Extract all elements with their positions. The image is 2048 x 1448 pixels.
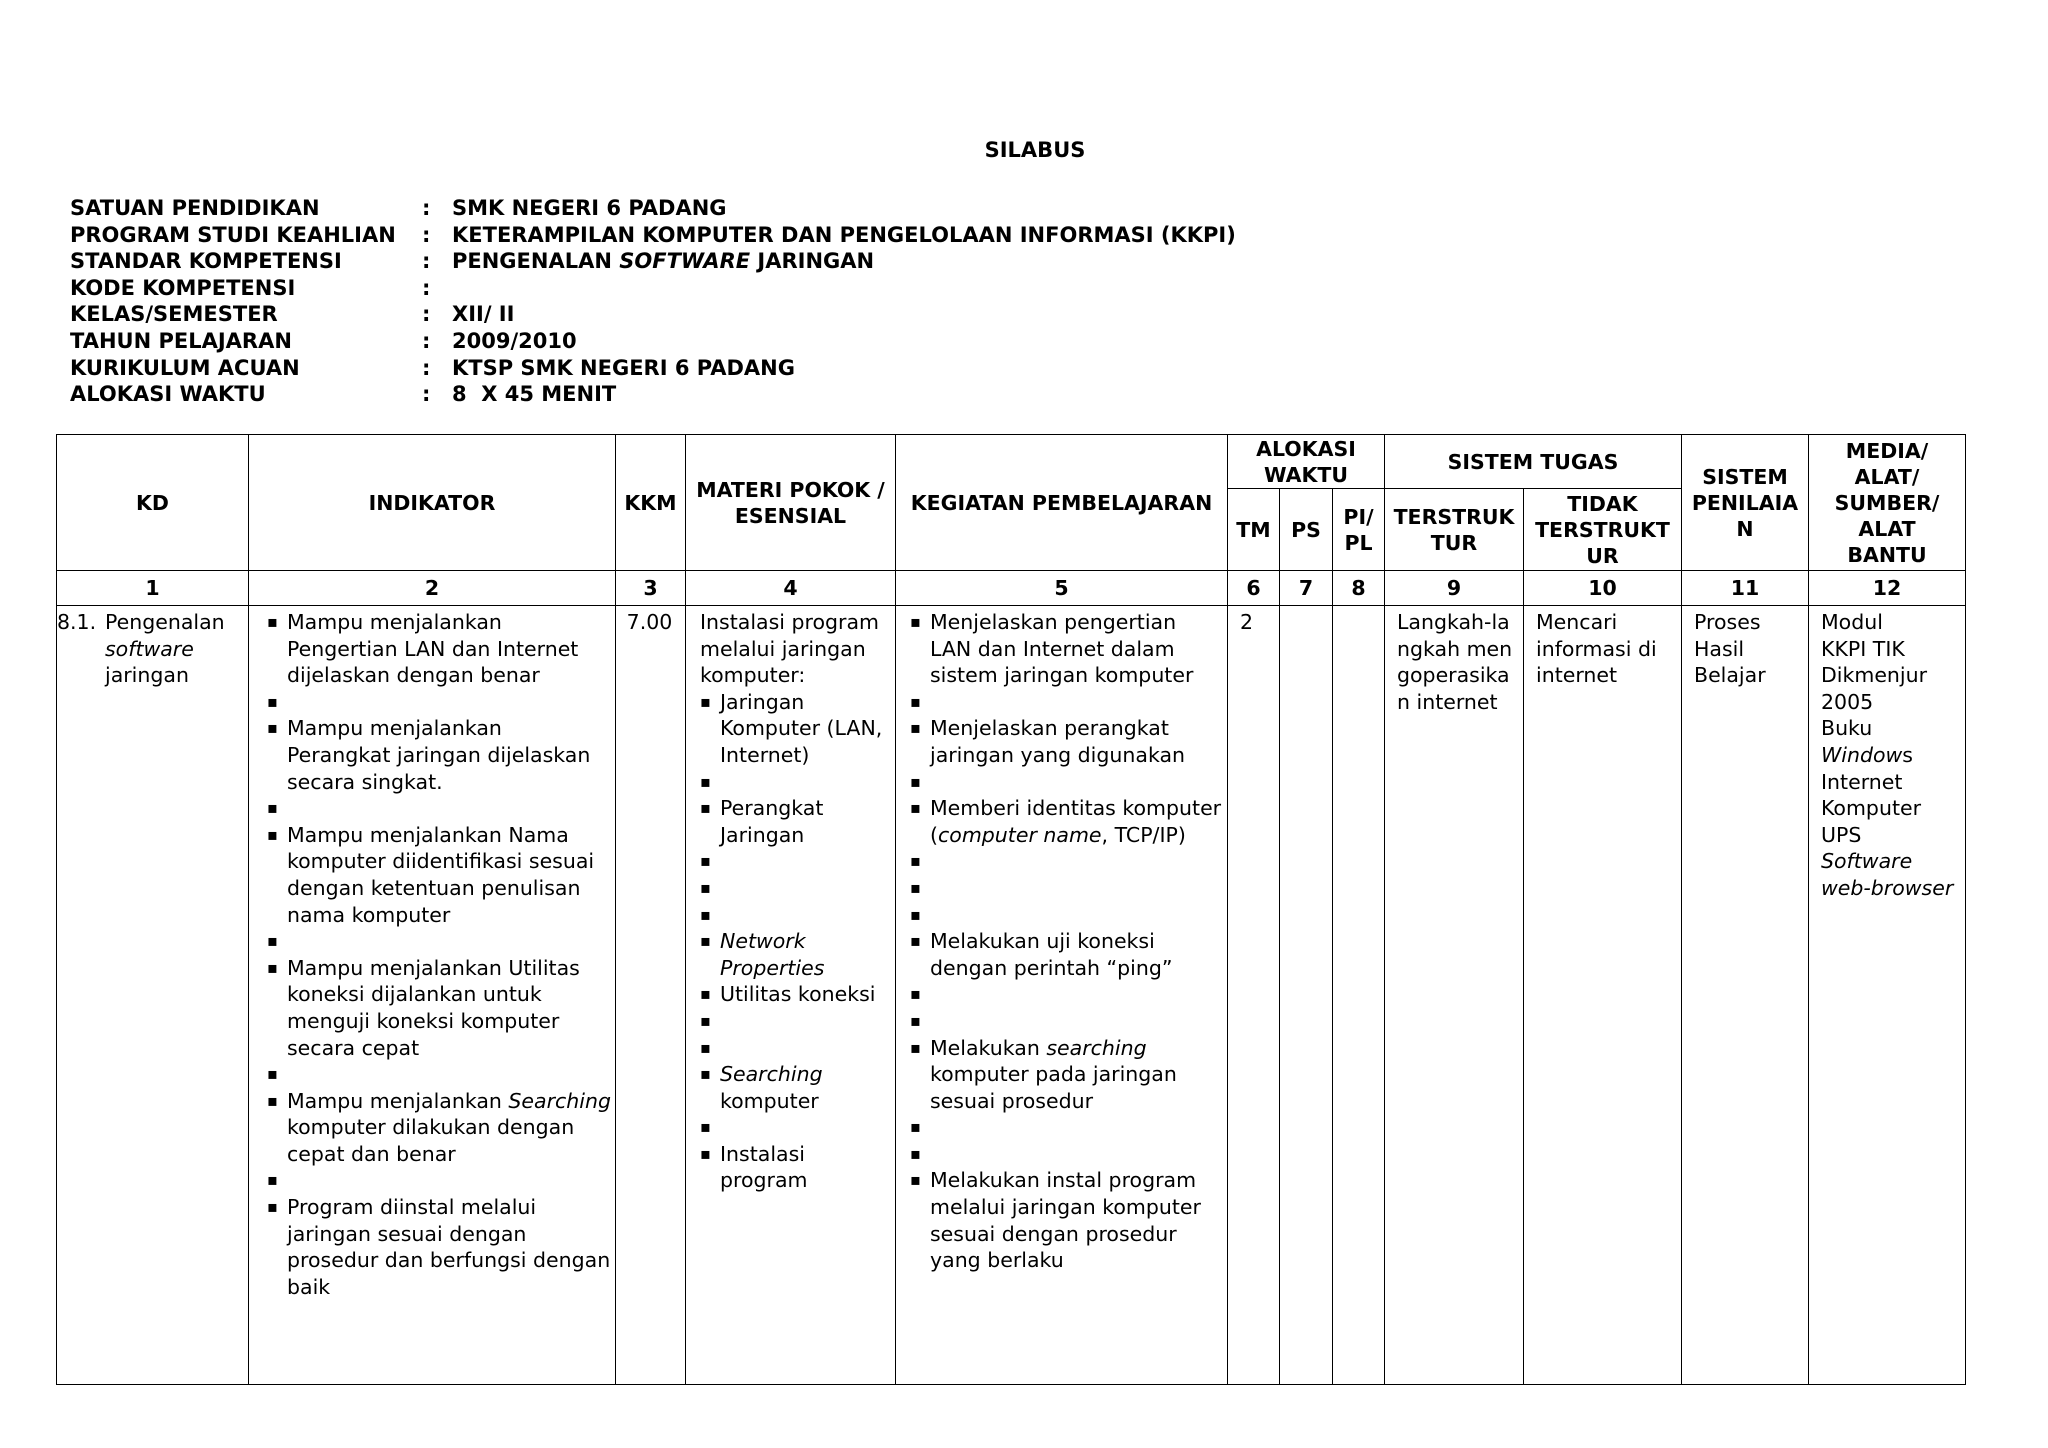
info-colon: : <box>422 302 431 327</box>
list-spacer <box>267 1061 611 1088</box>
media-item <box>1821 742 1961 769</box>
materi-intro: Instalasi program melalui jaringan komputer: <box>700 610 879 688</box>
info-value <box>452 248 874 275</box>
header-terstruktur: TERSTRUK TUR <box>1385 489 1524 571</box>
info-label: TAHUN PELAJARAN <box>70 328 292 353</box>
header-kegiatan: KEGIATAN PEMBELAJARAN <box>896 435 1228 571</box>
text-italic: searching <box>1046 1035 1147 1060</box>
indikator-item: ▪ Mampu menjalankan Utilitas koneksi dijalankan untuk menguji koneksi komputer secara cepat <box>267 955 611 1061</box>
cell-materi <box>686 606 896 1385</box>
column-number: 4 <box>686 571 896 606</box>
column-number: 11 <box>1682 571 1809 606</box>
header-media: MEDIA/ ALAT/ SUMBER/ ALAT BANTU <box>1809 435 1966 571</box>
cell-indikator <box>249 606 616 1385</box>
column-number: 1 <box>57 571 249 606</box>
info-value: KTSP SMK NEGERI 6 PADANG <box>452 355 795 380</box>
info-row-kurikulum <box>70 355 1236 382</box>
header-ps: PS <box>1280 489 1333 571</box>
column-number: 2 <box>249 571 616 606</box>
indikator-item: ▪ Mampu menjalankan Pengertian LAN dan Internet dijelaskan dengan benar <box>267 609 611 689</box>
list-spacer <box>700 875 891 902</box>
header-info <box>70 195 1236 408</box>
list-spacer <box>910 902 1223 929</box>
list-spacer <box>267 928 611 955</box>
media-item: Internet <box>1821 769 1903 794</box>
header-pi-pl: PI/ PL <box>1333 489 1385 571</box>
kegiatan-item: ▪ Melakukan instal program melalui jaringan komputer sesuai dengan prosedur yang berlaku <box>910 1167 1223 1273</box>
header-sistem-tugas: SISTEM TUGAS <box>1385 435 1682 489</box>
text-part: komputer <box>720 1088 819 1113</box>
info-row-tahun <box>70 328 1236 355</box>
text-italic: computer name <box>938 822 1102 847</box>
list-spacer <box>700 902 891 929</box>
text-part: komputer pada jaringan sesuai prosedur <box>930 1035 1184 1113</box>
kegiatan-item: ▪ Menjelaskan perangkat jaringan yang digunakan <box>910 715 1223 768</box>
cell-ps <box>1280 606 1333 1385</box>
kegiatan-item <box>910 795 1228 848</box>
cell-media <box>1809 606 1966 1385</box>
cell-kkm: 7.00 <box>616 606 686 1385</box>
kd-text-line: software <box>105 636 194 661</box>
text-italic: Software <box>1821 849 1913 874</box>
materi-item <box>700 928 891 981</box>
list-spacer <box>910 875 1223 902</box>
kd-text-line: Pengenalan <box>105 610 225 634</box>
text-part: , TCP/IP) <box>1101 822 1186 847</box>
list-spacer <box>267 689 611 716</box>
info-value-part: PENGENALAN <box>452 249 620 274</box>
info-value: 8 X 45 MENIT <box>452 382 617 407</box>
media-item: Modul KKPI TIK <box>1821 610 1905 661</box>
indikator-item <box>267 1088 618 1168</box>
column-number-row <box>57 571 1966 606</box>
info-label: ALOKASI WAKTU <box>70 382 266 407</box>
text-part: komputer dilakukan dengan cepat dan benar <box>287 1088 618 1166</box>
kegiatan-list <box>910 609 1228 1274</box>
media-item <box>1821 848 1961 875</box>
column-number: 8 <box>1333 571 1385 606</box>
text-italic: Searching <box>720 1062 823 1087</box>
list-spacer <box>267 795 611 822</box>
list-spacer <box>700 1035 891 1062</box>
media-item <box>1821 875 1961 902</box>
info-value: 2009/2010 <box>452 328 577 353</box>
list-spacer <box>700 769 891 796</box>
materi-item: ▪ Utilitas koneksi <box>700 981 891 1008</box>
document-title: SILABUS <box>984 138 1086 162</box>
info-colon: : <box>422 328 431 353</box>
info-row-kelas <box>70 301 1236 328</box>
indikator-item: ▪ Mampu menjalankan Nama komputer diidentifikasi sesuai dengan ketentuan penulisan nama komputer <box>267 822 611 928</box>
header-kd: KD <box>57 435 249 571</box>
info-row-standar <box>70 248 1236 275</box>
info-label: STANDAR KOMPETENSI <box>70 249 342 274</box>
cell-penilaian: Proses Hasil Belajar <box>1682 606 1809 1385</box>
column-number: 5 <box>896 571 1228 606</box>
kd-text-line: jaringan <box>105 663 189 688</box>
info-row-satuan <box>70 195 1236 222</box>
text-part: Melakukan <box>930 1035 1047 1060</box>
column-number: 12 <box>1809 571 1966 606</box>
media-item: UPS <box>1821 822 1862 847</box>
cell-tm: 2 <box>1228 606 1280 1385</box>
cell-kegiatan <box>896 606 1228 1385</box>
info-colon: : <box>422 275 431 300</box>
materi-item <box>700 1061 891 1114</box>
list-spacer <box>700 848 891 875</box>
cell-pi <box>1333 606 1385 1385</box>
info-colon: : <box>422 355 431 380</box>
kegiatan-item: ▪ Menjelaskan pengertian LAN dan Internet dalam sistem jaringan komputer <box>910 609 1223 689</box>
cell-kd <box>57 606 249 1385</box>
info-colon: : <box>422 196 431 220</box>
column-number: 6 <box>1228 571 1280 606</box>
info-value: XII/ II <box>452 302 515 327</box>
indikator-item: ▪ Program diinstal melalui jaringan sesuai dengan prosedur dan berfungsi dengan baik <box>267 1194 611 1300</box>
list-spacer <box>910 1114 1223 1141</box>
info-value: SMK NEGERI 6 PADANG <box>452 196 727 220</box>
list-spacer <box>910 769 1223 796</box>
text-part: s <box>1902 742 1913 767</box>
header-tm: TM <box>1228 489 1280 571</box>
header-sistem-penilaian: SISTEM PENILAIA N <box>1682 435 1809 571</box>
header-tidak-terstruktur: TIDAK TERSTRUKT UR <box>1524 489 1682 571</box>
text-italic: Network Properties <box>720 929 825 980</box>
kegiatan-item: ▪ Melakukan uji koneksi dengan perintah “ping” <box>910 928 1223 981</box>
list-spacer <box>910 689 1223 716</box>
indikator-item: ▪ Mampu menjalankan Perangkat jaringan dijelaskan secara singkat. <box>267 715 611 795</box>
text-part: Memberi identitas komputer ( <box>930 796 1228 847</box>
text-italic: Window <box>1821 742 1903 767</box>
info-value-part: JARINGAN <box>750 249 875 274</box>
text-part: Mampu menjalankan <box>287 1088 509 1113</box>
list-spacer <box>910 1141 1223 1168</box>
info-colon: : <box>422 249 431 274</box>
header-indikator: INDIKATOR <box>249 435 616 571</box>
header-kkm: KKM <box>616 435 686 571</box>
column-number: 10 <box>1524 571 1682 606</box>
list-spacer <box>700 1114 891 1141</box>
info-value: KETERAMPILAN KOMPUTER DAN PENGELOLAAN INFORMASI (KKPI) <box>452 222 1236 247</box>
info-row-kode <box>70 275 1236 302</box>
materi-list <box>700 689 891 1194</box>
list-spacer <box>910 981 1223 1008</box>
materi-item: ▪ Instalasi program <box>700 1141 891 1194</box>
syllabus-table <box>56 434 1966 1385</box>
info-colon: : <box>422 222 431 247</box>
materi-item: ▪ Jaringan Komputer (LAN, Internet) <box>700 689 891 769</box>
media-item: Komputer <box>1821 796 1922 821</box>
header-materi: MATERI POKOK / ESENSIAL <box>686 435 896 571</box>
info-row-program <box>70 222 1236 249</box>
info-label: KELAS/SEMESTER <box>70 302 278 327</box>
info-label: KODE KOMPETENSI <box>70 275 296 300</box>
list-spacer <box>700 1008 891 1035</box>
list-spacer <box>267 1167 611 1194</box>
info-row-alokasi <box>70 381 1236 408</box>
column-number: 3 <box>616 571 686 606</box>
kegiatan-item <box>910 1035 1223 1115</box>
list-spacer <box>910 1008 1223 1035</box>
info-label: SATUAN PENDIDIKAN <box>70 196 320 220</box>
column-number: 9 <box>1385 571 1524 606</box>
text-italic: web-browser <box>1821 875 1954 900</box>
cell-terstruktur: Langkah-langkah mengoperasikan internet <box>1385 606 1524 1385</box>
info-label: KURIKULUM ACUAN <box>70 355 300 380</box>
header-alokasi-waktu: ALOKASI WAKTU <box>1228 435 1385 489</box>
media-item: Dikmenjur 2005 <box>1821 663 1928 714</box>
kd-number: 8.1. <box>57 610 97 634</box>
table-row <box>57 606 1966 1385</box>
text-italic: Searching <box>508 1088 611 1113</box>
info-label: PROGRAM STUDI KEAHLIAN <box>70 222 396 247</box>
kd-content <box>57 609 244 689</box>
indikator-list <box>267 609 618 1300</box>
cell-tidak-terstruktur: Mencari informasi di internet <box>1524 606 1682 1385</box>
list-spacer <box>910 848 1223 875</box>
media-item: Buku <box>1821 716 1873 741</box>
kd-text <box>105 609 235 689</box>
column-number: 7 <box>1280 571 1333 606</box>
info-value-italic: SOFTWARE <box>619 249 751 274</box>
info-colon: : <box>422 382 431 407</box>
materi-item: ▪ Perangkat Jaringan <box>700 795 891 848</box>
